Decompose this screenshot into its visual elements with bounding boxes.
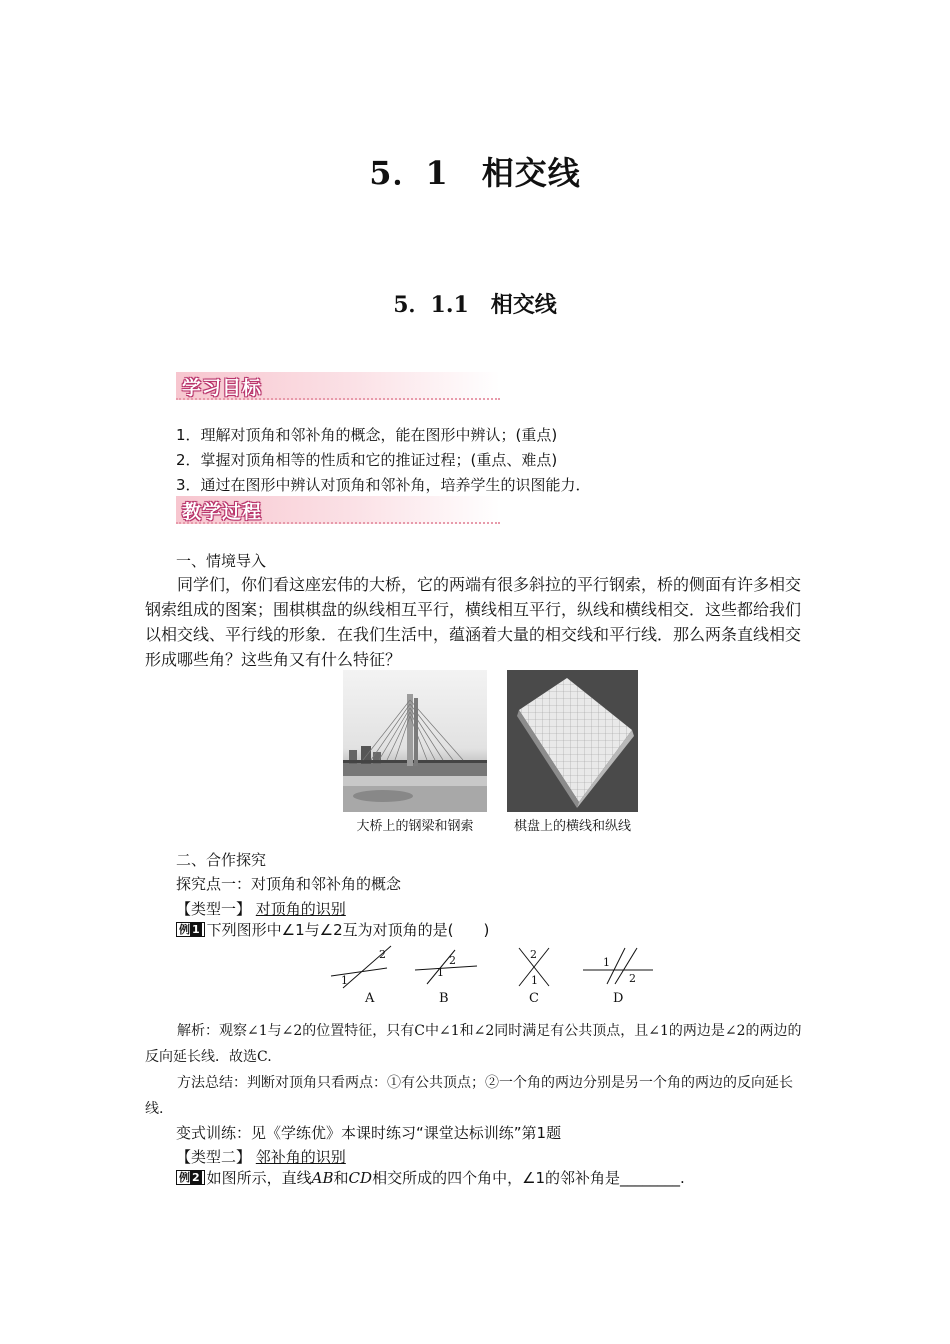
line-ab: AB (311, 1169, 334, 1187)
analysis (145, 1018, 809, 1070)
section-heading: 一、情境导入 (176, 552, 267, 570)
board-photo (507, 670, 638, 812)
option-c-label: C (529, 991, 539, 1005)
intro-paragraph (145, 572, 809, 672)
example-2-post: 相交所成的四个角中，∠1的邻补角是________. (372, 1169, 685, 1187)
figure-c-angle2: 2 (530, 948, 537, 961)
line-cd: CD (348, 1169, 373, 1187)
figure-d-angle2: 2 (629, 972, 636, 985)
type-heading (176, 1147, 346, 1167)
example-1-text: 下列图形中∠1与∠2互为对顶角的是( ) (206, 921, 490, 939)
intro-paragraph-text: 同学们，你们看这座宏伟的大桥，它的两端有很多斜拉的平行钢索，桥的侧面有许多相交钢索组成的图案；围棋棋盘的纵线相互平行，横线相互平行，纵线和横线相交．这些都给我们以相交线、平行线的形象．在我们生活中，蕴涵着大量的相交线和平行线．那么两条直线相交形成哪些角？这些角又有什么特征？ (145, 575, 802, 669)
figure-b-line (415, 966, 477, 970)
board-caption: 棋盘上的横线和纵线 (513, 819, 631, 834)
process-banner-label: 教学过程 (182, 501, 263, 523)
process-banner (176, 496, 500, 524)
objectives-banner-label: 学习目标 (182, 377, 263, 399)
example-word: 例 (179, 1171, 190, 1184)
method-summary-text: 方法总结：判断对顶角只看两点：①有公共顶点；②一个角的两边分别是另一个角的两边的反向延长线. (145, 1075, 793, 1117)
figure-c-angle1: 1 (531, 974, 538, 987)
bridge-caption: 大桥上的钢梁和钢索 (356, 819, 474, 834)
objective-item: 1．理解对顶角和邻补角的概念，能在图形中辨认；(重点) (176, 426, 558, 444)
section-title: 5．1.1 相交线 (393, 292, 557, 318)
type-heading (176, 899, 346, 919)
bridge-illustration (343, 670, 487, 812)
example-2 (176, 1168, 685, 1188)
bridge-photo (343, 670, 487, 812)
section-heading: 二、合作探究 (176, 851, 267, 869)
example-number: 2 (192, 1171, 200, 1184)
exploration-point: 探究点一：对顶角和邻补角的概念 (176, 875, 402, 893)
figure-d-angle1: 1 (603, 956, 610, 969)
analysis-text: 解析：观察∠1与∠2的位置特征，只有C中∠1和∠2同时满足有公共顶点，且∠1的两边是∠2的两边的反向延长线．故选C. (145, 1023, 802, 1065)
example-badge (176, 1170, 205, 1185)
method-summary (145, 1070, 809, 1122)
example-number: 1 (192, 923, 200, 936)
example-2-and: 和 (333, 1169, 349, 1187)
type-title: 邻补角的识别 (255, 1148, 346, 1166)
example-word: 例 (179, 923, 190, 936)
option-b-label: B (439, 991, 449, 1005)
figure-b-angle2: 2 (449, 954, 456, 967)
variant-training: 变式训练：见《学练优》本课时练习“课堂达标训练”第1题 (176, 1124, 562, 1142)
type-bracket: 【类型二】 (176, 1148, 252, 1166)
figure-a-angle2: 2 (379, 948, 386, 961)
objective-item: 2．掌握对顶角相等的性质和它的推证过程；(重点、难点) (176, 451, 558, 469)
option-a-label: A (365, 991, 375, 1005)
type-title: 对顶角的识别 (255, 900, 346, 918)
example-1 (176, 920, 489, 940)
page-title: 5．1 相交线 (369, 154, 581, 192)
angle-figures (325, 940, 665, 1005)
objectives-banner (176, 372, 500, 400)
type-bracket: 【类型一】 (176, 900, 252, 918)
example-2-pre: 如图所示，直线 (206, 1169, 312, 1187)
figure-b-angle1: 1 (437, 966, 444, 979)
figure-a-angle1: 1 (341, 974, 348, 987)
board-illustration (507, 670, 638, 812)
option-d-label: D (613, 991, 624, 1005)
example-badge (176, 922, 205, 937)
figure-a-line (331, 968, 387, 976)
objective-item: 3．通过在图形中辨认对顶角和邻补角，培养学生的识图能力． (176, 476, 591, 494)
